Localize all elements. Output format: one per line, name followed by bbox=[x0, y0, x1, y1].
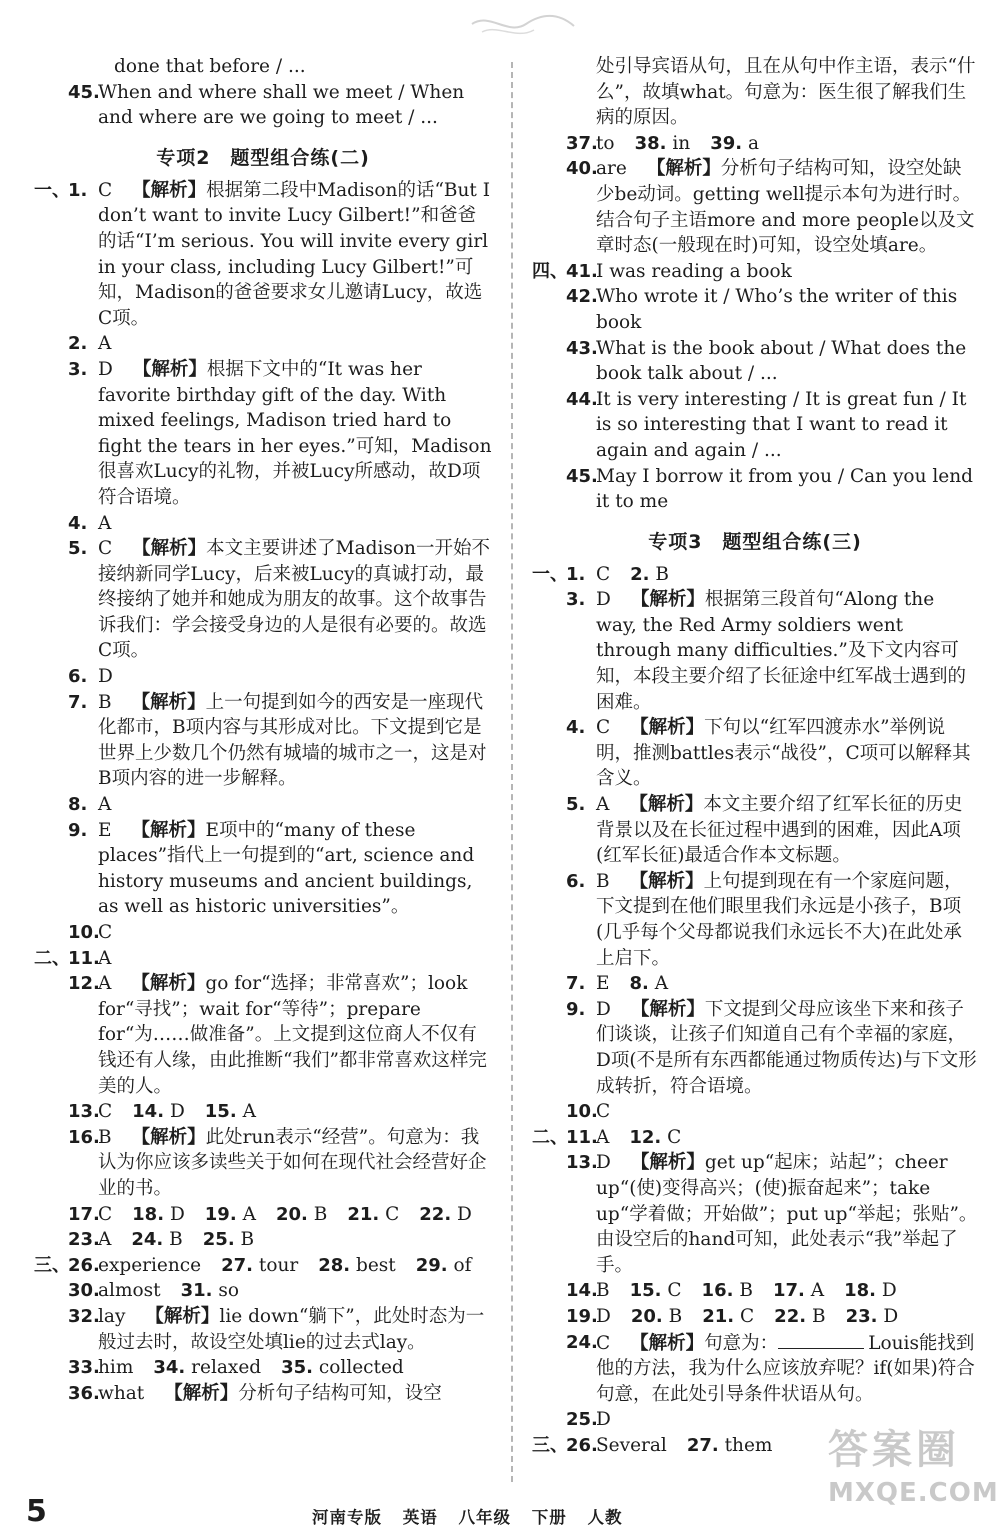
analysis-text: 本文主要介绍了红军长征的历史背景以及在长征过程中遇到的困难，因此A项(红军长征)最适合作本文标题。 bbox=[596, 794, 963, 867]
analysis-text: 上一句提到如今的西安是一座现代化都市，B项内容与其形成对比。下文提到它是世界上少数几个仍然有城墙的城市之一，这是对B项内容的进一步解释。 bbox=[98, 691, 487, 790]
question-number: 32. bbox=[68, 1305, 100, 1327]
analysis-label: 【解析】 bbox=[131, 819, 206, 841]
answer-text: D bbox=[596, 1305, 611, 1327]
answer-text: E bbox=[596, 973, 610, 995]
question-number: 1. bbox=[566, 563, 586, 585]
question-number: 4. bbox=[566, 717, 586, 739]
question-number: 1. bbox=[68, 179, 88, 201]
analysis-text: go for“选择；非常喜欢”；look for“寻找”；wait for“等待”；prepare for“为……做准备”。上文提到这位商人不仅有钱还有人缘，由此推断“我们”都非常喜欢这样完美的人。 bbox=[98, 973, 487, 1097]
question-number: 25. bbox=[566, 1409, 598, 1431]
question-number: 12. bbox=[629, 1126, 662, 1148]
analysis-text: It is very interesting / It is great fun / It is so interesting that I want to read it again and again / ... bbox=[596, 388, 967, 461]
question-number: 14. bbox=[566, 1280, 598, 1302]
answer-choice: E bbox=[98, 819, 112, 841]
page-footer bbox=[0, 1490, 999, 1536]
question-number: 6. bbox=[68, 666, 88, 688]
question-number: 20. bbox=[630, 1305, 663, 1327]
answer-row bbox=[34, 1253, 492, 1279]
answer-choice: what bbox=[98, 1382, 145, 1404]
analysis-text: 根据第三段首句“Along the way, the Red Army soldiers went through many difficulties.”及下文内容可知，本段主要介绍了长征途中红军战士遇到的困难。 bbox=[596, 589, 967, 713]
answer-item bbox=[532, 259, 978, 285]
answer-row bbox=[532, 1125, 978, 1151]
answer-text: B bbox=[240, 1229, 255, 1251]
analysis-text: Who wrote it / Who’s the writer of this book bbox=[596, 286, 958, 333]
analysis-label: 【解析】 bbox=[630, 589, 705, 611]
analysis-text: When and where shall we meet / When and where are we going to meet / ... bbox=[98, 81, 465, 129]
answer-row bbox=[532, 131, 978, 157]
left-column bbox=[34, 54, 492, 1406]
answer-row bbox=[34, 1355, 492, 1381]
answer-choice: C bbox=[596, 717, 611, 739]
answer-item bbox=[532, 587, 978, 715]
question-number: 27. bbox=[221, 1254, 253, 1276]
analysis-text: 根据第二段中Madison的话“But I don’t want to invite Lucy Gilbert!”和爸爸的话“I’m serious. You will invite every girl in your class, including Lucy Gilbert!”可知，Madison的爸爸要求女儿邀请Lucy，故选C项。 bbox=[98, 179, 491, 329]
analysis-text: 分析句子结构可知，设空处缺少be动词。getting well提示本句为进行时。结合句子主语more and more people以及文章时态(一般现在时)可知，设空处填are。 bbox=[596, 158, 975, 257]
question-number: 15. bbox=[204, 1101, 237, 1123]
answer-text: B bbox=[668, 1305, 683, 1327]
question-number: 10. bbox=[566, 1101, 598, 1123]
answer-item bbox=[532, 715, 978, 792]
answer-text: D bbox=[169, 1101, 185, 1123]
question-number: 31. bbox=[180, 1280, 213, 1302]
answer-text: D bbox=[883, 1305, 899, 1327]
analysis-label: 【解析】 bbox=[164, 1382, 239, 1404]
question-number: 36. bbox=[68, 1382, 100, 1404]
section-label: 一、 bbox=[532, 563, 568, 585]
answer-choice: A bbox=[596, 794, 610, 816]
question-number: 21. bbox=[347, 1203, 380, 1225]
answer-text: relaxed bbox=[191, 1357, 262, 1379]
answer-text: A bbox=[654, 973, 669, 995]
answer-row bbox=[532, 1304, 978, 1330]
answer-row bbox=[532, 562, 978, 588]
section-heading: 专项3 题型组合练(三) bbox=[648, 530, 862, 553]
answer-item bbox=[34, 664, 492, 690]
watermark-url: MXQE.COM bbox=[828, 1478, 999, 1508]
question-number: 34. bbox=[153, 1357, 186, 1379]
answer-row bbox=[532, 971, 978, 997]
question-number: 39. bbox=[710, 132, 743, 154]
watermark-logo-text: 答案圈 bbox=[828, 1427, 960, 1473]
analysis-text: get up“起床；站起”；cheer up“(使)变得高兴；(使)振奋起来”；take up“学着做；开始做”；put up“举起；张贴”。由设空后的hand可知，此处表示“我”举起了手。 bbox=[596, 1152, 978, 1276]
answer-item bbox=[34, 946, 492, 972]
question-number: 37. bbox=[566, 132, 598, 154]
answer-item bbox=[532, 1330, 978, 1408]
analysis-label: 【解析】 bbox=[131, 691, 206, 713]
question-number: 17. bbox=[772, 1280, 805, 1302]
answer-item bbox=[532, 792, 978, 869]
answer-text: C bbox=[98, 1101, 113, 1123]
answer-item bbox=[34, 920, 492, 946]
answer-continuation: 处引导宾语从句，且在从句中作主语，表示“什么”，故填what。句意为：医生很了解我们生病的原因。 bbox=[596, 56, 976, 129]
question-number: 45. bbox=[68, 81, 100, 103]
question-number: 26. bbox=[566, 1434, 598, 1456]
question-number: 30. bbox=[68, 1280, 100, 1302]
answer-choice: D bbox=[596, 1152, 611, 1174]
answer-text: D bbox=[881, 1280, 897, 1302]
answer-text: A bbox=[242, 1101, 256, 1123]
decorative-swirl-icon bbox=[468, 10, 578, 40]
answer-text: C bbox=[667, 1280, 682, 1302]
question-number: 11. bbox=[68, 947, 100, 969]
answer-text: A bbox=[242, 1203, 256, 1225]
question-number: 43. bbox=[566, 337, 598, 359]
analysis-text: 本文主要讲述了Madison一开始不接纳新同学Lucy，后来被Lucy的真诚打动，最终接纳了她并和她成为朋友的故事。这个故事告诉我们：学会接受身边的人是很有必要的。故选C项。 bbox=[98, 538, 490, 662]
question-number: 12. bbox=[68, 973, 100, 995]
section-label: 三、 bbox=[34, 1254, 70, 1276]
analysis-label: 【解析】 bbox=[646, 158, 721, 180]
answer-item bbox=[532, 1150, 978, 1278]
question-number: 24. bbox=[131, 1229, 164, 1251]
answer-choice: A bbox=[98, 947, 112, 969]
answer-text: him bbox=[98, 1357, 134, 1379]
analysis-label: 【解析】 bbox=[132, 538, 207, 560]
answer-choice: are bbox=[596, 158, 627, 180]
answer-item bbox=[34, 1304, 492, 1355]
question-number: 18. bbox=[132, 1203, 165, 1225]
analysis-label: 【解析】 bbox=[131, 1126, 206, 1148]
answer-choice: D bbox=[98, 358, 113, 380]
question-number: 21. bbox=[702, 1305, 735, 1327]
question-number: 33. bbox=[68, 1357, 100, 1379]
analysis-label: 【解析】 bbox=[629, 794, 704, 816]
answer-choice: lay bbox=[98, 1305, 126, 1327]
answer-item bbox=[34, 357, 492, 511]
question-number: 20. bbox=[275, 1203, 308, 1225]
answer-text: in bbox=[672, 132, 691, 154]
analysis-text: Louis能找到他的方法，我为什么应该放弃呢？if(如果)符合句意，在此处引导条件状语从句。 bbox=[596, 1332, 975, 1405]
analysis-label: 【解析】 bbox=[629, 870, 704, 892]
question-number: 8. bbox=[629, 973, 649, 995]
question-number: 45. bbox=[566, 465, 598, 487]
question-number: 24. bbox=[566, 1331, 598, 1353]
answer-choice: D bbox=[596, 589, 611, 611]
answer-text: B bbox=[596, 1280, 610, 1302]
footer-text: 河南专版 英语 八年级 下册 人教 bbox=[312, 1508, 623, 1527]
answer-item bbox=[34, 80, 492, 131]
analysis-label: 【解析】 bbox=[630, 1332, 705, 1354]
question-number: 10. bbox=[68, 922, 100, 943]
section-label: 三、 bbox=[532, 1434, 568, 1456]
answer-text: Several bbox=[596, 1434, 667, 1456]
question-number: 44. bbox=[566, 388, 598, 410]
answer-text: A bbox=[98, 1229, 112, 1251]
question-number: 9. bbox=[68, 819, 88, 841]
answer-text: C bbox=[667, 1126, 682, 1148]
question-number: 15. bbox=[629, 1280, 662, 1302]
answer-text: B bbox=[169, 1229, 183, 1251]
answer-choice: D bbox=[596, 1409, 611, 1431]
answer-text: B bbox=[313, 1203, 328, 1225]
section-label: 一、 bbox=[34, 179, 70, 201]
analysis-text: 下文提到父母应该坐下来和孩子们谈谈，让孩子们知道自己有个幸福的家庭，D项(不是所有东西都能通过物质传达)与下文形成转折，符合语境。 bbox=[596, 998, 977, 1097]
answer-item bbox=[34, 331, 492, 357]
analysis-text: lie down“躺下”，此处时态为一般过去时，故设空处填lie的过去式lay。 bbox=[98, 1305, 485, 1353]
answer-choice: C bbox=[98, 922, 113, 943]
question-number: 3. bbox=[566, 589, 586, 611]
question-number: 19. bbox=[566, 1305, 598, 1327]
question-number: 3. bbox=[68, 358, 88, 380]
question-number: 14. bbox=[132, 1101, 165, 1123]
question-number: 16. bbox=[68, 1126, 100, 1148]
question-number: 13. bbox=[68, 1101, 100, 1123]
answer-item bbox=[34, 511, 492, 537]
question-number: 11. bbox=[566, 1126, 598, 1148]
analysis-label: 【解析】 bbox=[630, 998, 705, 1020]
answer-text: D bbox=[169, 1203, 185, 1225]
fill-blank bbox=[778, 1330, 864, 1349]
analysis-text: 根据下文中的“It was her favorite birthday gift of the day. With mixed feelings, Madison tried hard to fight the tears in her eyes.”可知，Madison很喜欢Lucy的礼物，并被Lucy所感动，故D项符合语境。 bbox=[98, 358, 492, 508]
question-number: 23. bbox=[68, 1229, 100, 1251]
answer-item bbox=[34, 818, 492, 920]
answer-text: C bbox=[385, 1203, 400, 1225]
question-number: 22. bbox=[774, 1305, 807, 1327]
analysis-text: 下句以“红军四渡赤水”举例说明，推测battles表示“战役”，C项可以解释其含义。 bbox=[596, 717, 971, 790]
answer-text: C bbox=[740, 1305, 755, 1327]
answer-text: so bbox=[218, 1280, 239, 1302]
analysis-label: 【解析】 bbox=[630, 717, 705, 739]
analysis-text: E项中的“many of these places”指代上一句提到的“art, science and history museums and ancient buildings, as well as historic universities”。 bbox=[98, 819, 475, 918]
answer-text: best bbox=[356, 1254, 396, 1276]
question-number: 41. bbox=[566, 260, 598, 282]
answer-choice: C bbox=[98, 538, 113, 560]
question-number: 9. bbox=[566, 998, 586, 1020]
answer-item bbox=[34, 1125, 492, 1202]
answer-text: collected bbox=[318, 1357, 404, 1379]
answer-item bbox=[532, 464, 978, 515]
answer-item bbox=[34, 792, 492, 818]
answer-text: C bbox=[98, 1203, 113, 1225]
analysis-label: 【解析】 bbox=[630, 1152, 705, 1174]
answer-item bbox=[532, 336, 978, 387]
section-label: 四、 bbox=[532, 260, 568, 282]
answer-text: D bbox=[457, 1203, 472, 1225]
question-number: 40. bbox=[566, 158, 598, 180]
question-number: 23. bbox=[845, 1305, 878, 1327]
answer-item bbox=[532, 1099, 978, 1125]
answer-text: A bbox=[810, 1280, 825, 1302]
question-number: 18. bbox=[844, 1280, 876, 1302]
answer-text: B bbox=[811, 1305, 826, 1327]
analysis-text: What is the book about / What does the book talk about / ... bbox=[596, 337, 967, 385]
question-number: 29. bbox=[415, 1254, 448, 1276]
question-number: 2. bbox=[630, 563, 650, 585]
analysis-prefix: 句意为： bbox=[704, 1332, 779, 1354]
answer-text: B bbox=[655, 563, 670, 585]
answer-choice: A bbox=[98, 512, 112, 534]
section-label: 二、 bbox=[34, 947, 70, 969]
answer-choice: A bbox=[98, 333, 112, 355]
analysis-label: 【解析】 bbox=[145, 1305, 220, 1327]
answer-choice: B bbox=[596, 870, 610, 892]
answer-text: them bbox=[724, 1434, 773, 1456]
question-number: 4. bbox=[68, 512, 88, 534]
analysis-text: 分析句子结构可知，设空 bbox=[238, 1382, 442, 1404]
answer-item bbox=[34, 971, 492, 1099]
analysis-text: I was reading a book bbox=[596, 260, 792, 282]
question-number: 13. bbox=[566, 1152, 598, 1174]
answer-choice: C bbox=[98, 179, 113, 201]
answer-row bbox=[34, 1227, 492, 1253]
right-column bbox=[532, 54, 978, 1458]
answer-row bbox=[34, 1099, 492, 1125]
section-label: 二、 bbox=[532, 1126, 568, 1148]
answer-text: a bbox=[747, 132, 760, 154]
question-number: 6. bbox=[566, 870, 586, 892]
answer-item bbox=[532, 387, 978, 464]
answer-item bbox=[532, 284, 978, 335]
answer-text: of bbox=[453, 1254, 472, 1276]
answer-item bbox=[34, 178, 492, 332]
answer-text: tour bbox=[258, 1254, 299, 1276]
answer-choice: C bbox=[596, 1332, 611, 1354]
answer-row bbox=[34, 1202, 492, 1228]
analysis-text: 此处run表示“经营”。句意为：我认为你应该多读些关于如何在现代社会经营好企业的书。 bbox=[98, 1126, 487, 1199]
answer-row bbox=[34, 1278, 492, 1304]
answer-choice: C bbox=[596, 1101, 611, 1123]
answer-text: A bbox=[596, 1126, 610, 1148]
analysis-text: 上句提到现在有一个家庭问题，下文提到在他们眼里我们永远是小孩子，B项(几乎每个父母都说我们永远长不大)在此处承上启下。 bbox=[596, 870, 963, 969]
answer-text: almost bbox=[98, 1280, 161, 1302]
answer-item bbox=[34, 1381, 492, 1407]
analysis-label: 【解析】 bbox=[132, 179, 207, 201]
answer-choice: A bbox=[98, 794, 112, 816]
answer-choice: B bbox=[98, 691, 112, 713]
question-number: 22. bbox=[419, 1203, 452, 1225]
question-number: 16. bbox=[701, 1280, 734, 1302]
question-number: 28. bbox=[318, 1254, 351, 1276]
question-number: 19. bbox=[204, 1203, 237, 1225]
question-number: 7. bbox=[566, 973, 586, 995]
answer-text: to bbox=[596, 132, 615, 154]
question-number: 17. bbox=[68, 1203, 100, 1225]
analysis-label: 【解析】 bbox=[132, 358, 207, 380]
question-number: 7. bbox=[68, 691, 88, 713]
analysis-label: 【解析】 bbox=[131, 973, 206, 995]
question-number: 8. bbox=[68, 794, 88, 816]
answer-item bbox=[34, 690, 492, 792]
analysis-text: May I borrow it from you / Can you lend it to me bbox=[596, 465, 973, 513]
answer-choice: B bbox=[98, 1126, 112, 1148]
answer-text: experience bbox=[98, 1254, 202, 1276]
question-number: 35. bbox=[281, 1357, 314, 1379]
answer-item bbox=[34, 536, 492, 664]
answer-item bbox=[532, 156, 978, 258]
question-number: 5. bbox=[566, 794, 586, 816]
question-number: 38. bbox=[634, 132, 667, 154]
answer-row bbox=[532, 1278, 978, 1304]
answer-text: C bbox=[596, 563, 611, 585]
answer-item bbox=[532, 997, 978, 1099]
column-divider bbox=[511, 62, 513, 1482]
question-number: 26. bbox=[68, 1254, 100, 1276]
answer-item bbox=[532, 869, 978, 971]
question-number: 2. bbox=[68, 333, 88, 355]
question-number: 27. bbox=[686, 1434, 719, 1456]
question-number: 5. bbox=[68, 538, 88, 560]
answer-choice: D bbox=[596, 998, 611, 1020]
question-number: 25. bbox=[202, 1229, 235, 1251]
page-number: 5 bbox=[26, 1494, 47, 1529]
question-number: 42. bbox=[566, 286, 598, 308]
answer-continuation: done that before / ... bbox=[114, 56, 306, 77]
answer-choice: A bbox=[98, 973, 112, 995]
answer-choice: D bbox=[98, 666, 113, 688]
answer-text: B bbox=[739, 1280, 753, 1302]
section-heading: 专项2 题型组合练(二) bbox=[156, 146, 370, 169]
